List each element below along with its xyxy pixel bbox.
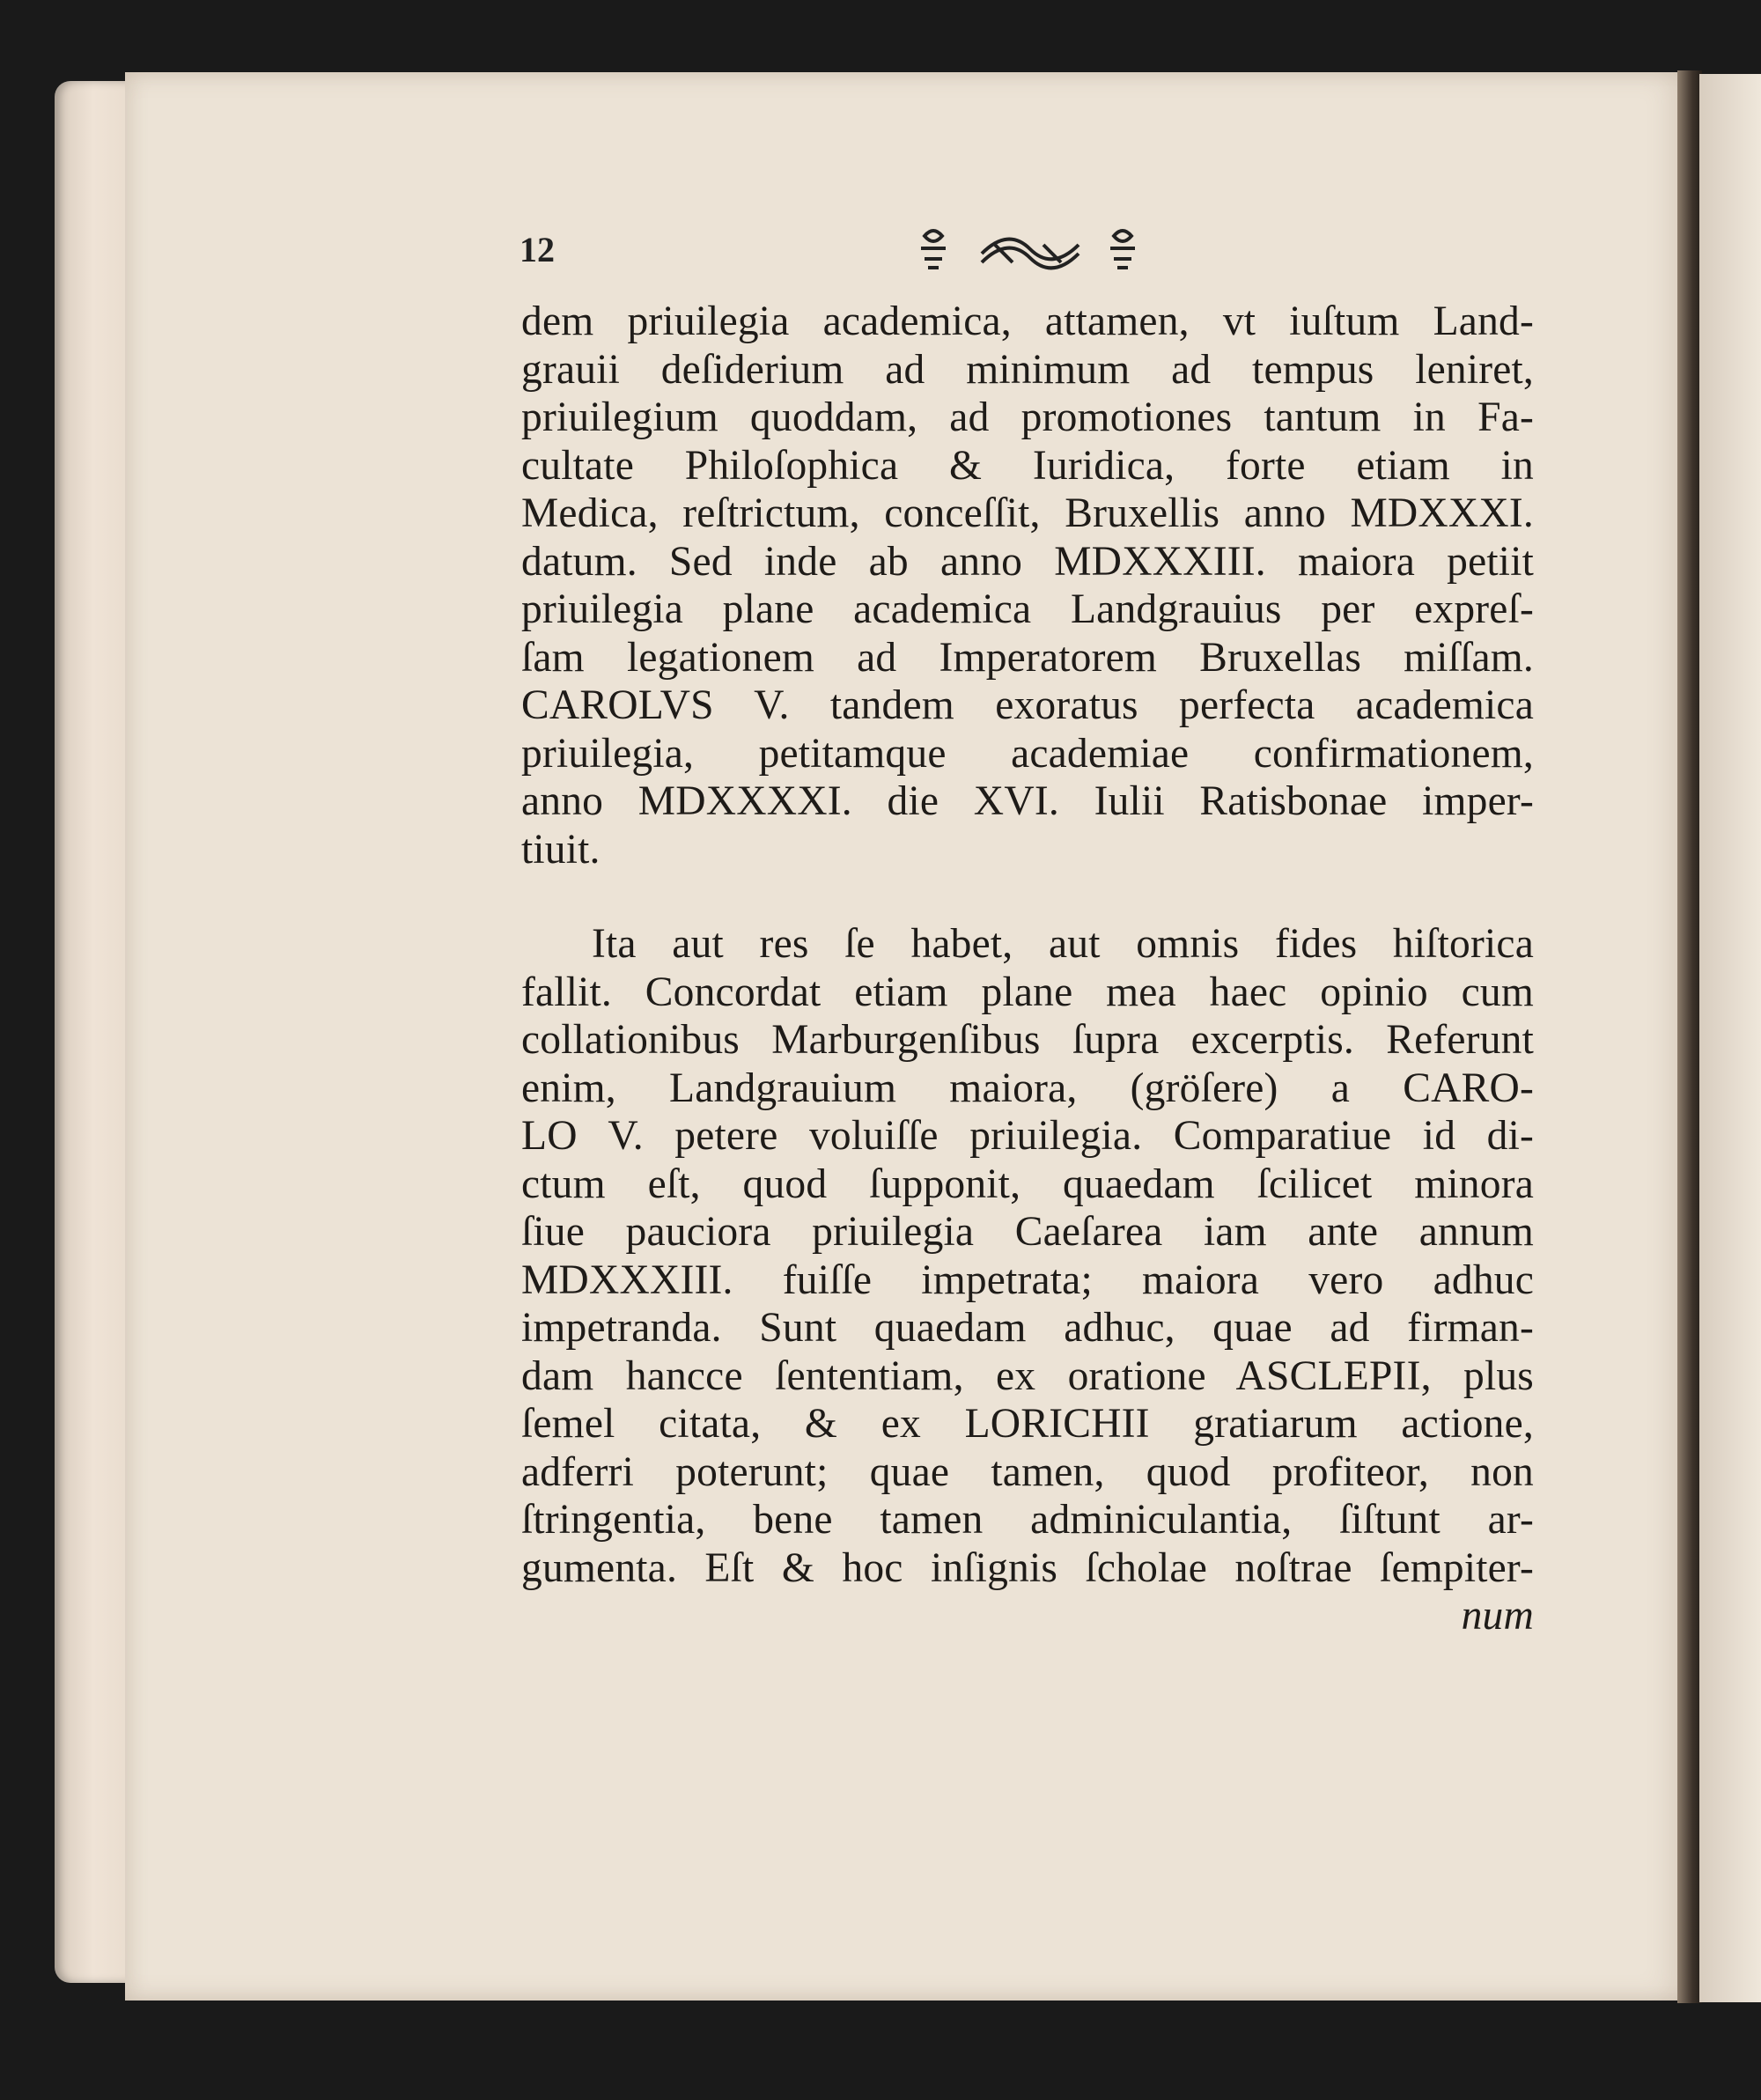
text-line: MDXXXIII. fuiſſe impetrata; maiora vero adhuc: [521, 1256, 1534, 1303]
text-line: ſemel citata, & ex LORICHII gratiarum actione,: [521, 1401, 1534, 1447]
page-number: 12: [519, 230, 555, 269]
text-line: grauii deſiderium ad minimum ad tempus leniret,: [521, 346, 1534, 393]
text-line: Medica, reſtrictum, conceſſit, Bruxellis anno MDXXXI.: [521, 490, 1534, 536]
book-gutter: [1677, 70, 1702, 2003]
text-line: ctum eſt, quod ſupponit, quaedam ſcilicet minora: [521, 1161, 1534, 1207]
text-line: priuilegia, petitamque academiae confirmationem,: [521, 730, 1534, 777]
text-line: Ita aut res ſe habet, aut omnis fides hiſtorica: [592, 921, 1534, 967]
text-line: impetranda. Sunt quaedam adhuc, quae ad firman-: [521, 1305, 1534, 1351]
page-body: [521, 298, 1534, 1640]
text-line: adferri poterunt; quae tamen, quod profiteor, non: [521, 1448, 1534, 1495]
text-line: LO V. petere voluiſſe priuilegia. Comparatiue id di-: [521, 1113, 1534, 1159]
text-line: CAROLVS V. tandem exoratus perfecta academica: [521, 682, 1534, 728]
text-line: anno MDXXXXI. die XVI. Iulii Ratisbonae imper-: [521, 778, 1534, 824]
text-line: collationibus Marburgenſibus ſupra excerptis. Referunt: [521, 1017, 1534, 1063]
paragraph-1: [521, 298, 1534, 873]
catchword: num: [1461, 1593, 1534, 1639]
text-line: tiuit.: [521, 826, 601, 873]
text-line: ſam legationem ad Imperatorem Bruxellas miſſam.: [521, 634, 1534, 681]
text-line: enim, Landgrauium maiora, (gröſere) a CARO-: [521, 1065, 1534, 1111]
text-line: fallit. Concordat etiam plane mea haec opinio cum: [521, 969, 1534, 1015]
text-line: priuilegium quoddam, ad promotiones tantum in Fa-: [521, 394, 1534, 440]
paragraph-2: [521, 920, 1534, 1592]
text-line: dem priuilegia academica, attamen, vt iuſtum Land-: [521, 298, 1534, 344]
page-header: [519, 218, 1541, 280]
ornament-icon: [889, 218, 1171, 280]
text-line: priuilegia plane academica Landgrauius per expreſ-: [521, 586, 1534, 632]
text-line: ſiue pauciora priuilegia Caeſarea iam ante annum: [521, 1209, 1534, 1255]
text-line: gumenta. Eſt & hoc inſignis ſcholae noſtrae ſempiter-: [521, 1544, 1534, 1591]
facing-page-edge: [1699, 74, 1761, 2002]
text-line: datum. Sed inde ab anno MDXXXIII. maiora petiit: [521, 538, 1534, 585]
text-line: dam hancce ſententiam, ex oratione ASCLEPII, plus: [521, 1352, 1534, 1399]
text-line: cultate Philoſophica & Iuridica, forte etiam in: [521, 442, 1534, 489]
text-line: ſtringentia, bene tamen adminiculantia, ſiſtunt ar-: [521, 1497, 1534, 1543]
